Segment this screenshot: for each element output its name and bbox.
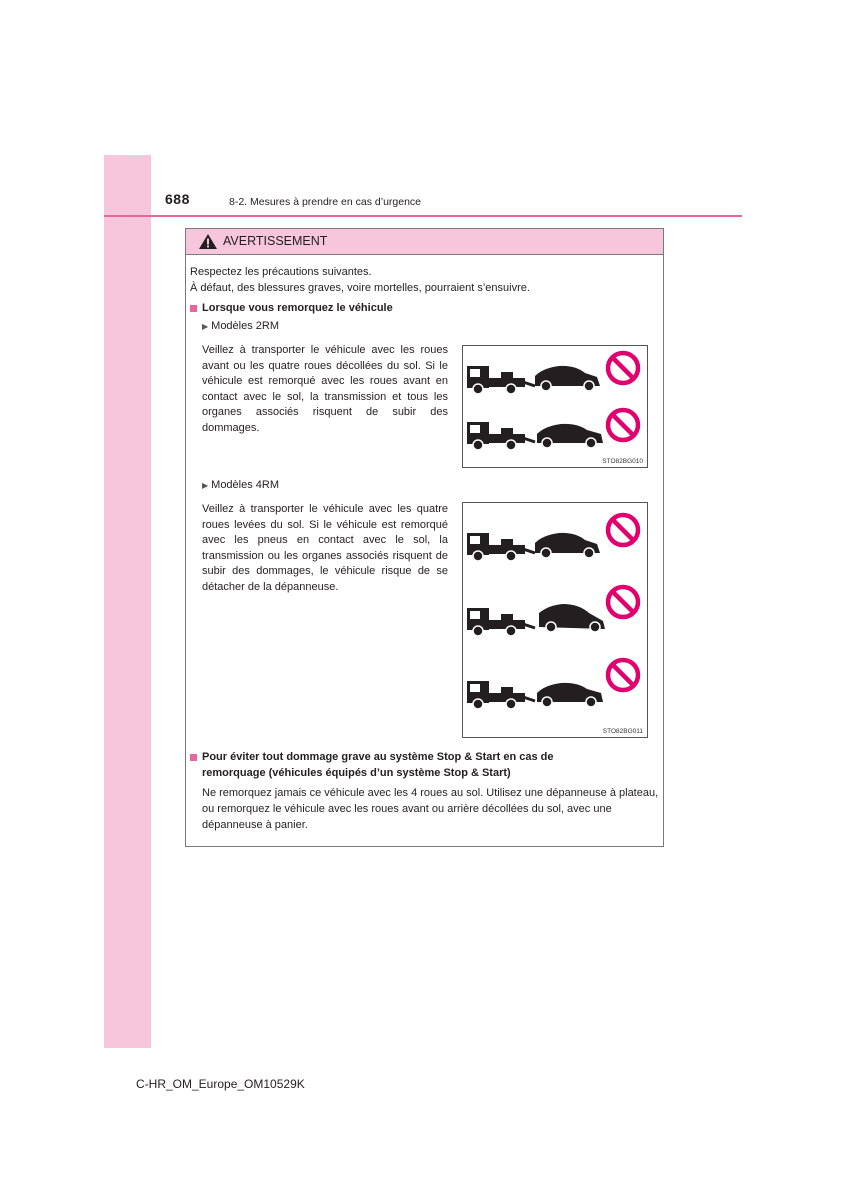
model-2wd-label: ▶ Modèles 2RM [202, 320, 280, 332]
intro-line-1: Respectez les précautions suivantes. [190, 266, 372, 278]
warning-header [186, 229, 663, 255]
warning-title: AVERTISSEMENT [223, 234, 328, 248]
section-2-heading-1: Pour éviter tout dommage grave au système Stop & Start en cas de [202, 751, 554, 763]
towing-illustration-2wd [463, 346, 647, 467]
section-2-heading-2: remorquage (véhicules équipés d’un système Stop & Start) [202, 767, 511, 779]
towing-illustration-4wd [463, 503, 647, 737]
footer-doc-code: C-HR_OM_Europe_OM10529K [136, 1077, 305, 1091]
section-1-heading: Lorsque vous remorquez le véhicule [202, 302, 393, 314]
side-color-band [104, 155, 151, 1048]
text-4wd: Veillez à transporter le véhicule avec les quatre roues levées du sol. Si le véhicule est remorqué avec les pneus en contact avec le sol, la transmission ou les organes associés risquent de subir des dommages, le véhicule risque de se détacher de la dépanneuse. [202, 503, 448, 593]
figure-4wd-towing [462, 502, 648, 738]
header-rule [104, 215, 742, 217]
section-title: 8-2. Mesures à prendre en cas d’urgence [229, 196, 422, 208]
triangle-right-icon: ▶ [202, 322, 209, 331]
figure-code: STO82BG011 [602, 728, 643, 735]
section-bullet [190, 305, 197, 312]
section-bullet [190, 754, 197, 761]
figure-2wd-towing [462, 345, 648, 468]
section-2-text: Ne remorquez jamais ce véhicule avec les 4 roues au sol. Utilisez une dépanneuse à plateau, ou remorquez le véhicule avec les roues avant ou arrière décollées du sol, avec une dépanneuse à panier. [202, 787, 659, 831]
figure-code: STO82BG010 [602, 458, 643, 465]
intro-line-2: À défaut, des blessures graves, voire mortelles, pourraient s’ensuivre. [190, 282, 530, 294]
triangle-right-icon: ▶ [202, 481, 209, 490]
model-4wd-label: ▶ Modèles 4RM [202, 479, 280, 491]
page-number: 688 [165, 191, 190, 207]
text-2wd: Veillez à transporter le véhicule avec les roues avant ou les quatre roues décollées du sol. Si le véhicule est remorqué avec les roues avant en contact avec le sol, la transmission et tous les organes associés risquent de subir des dommages. [202, 344, 448, 434]
warning-triangle-icon [198, 233, 218, 250]
